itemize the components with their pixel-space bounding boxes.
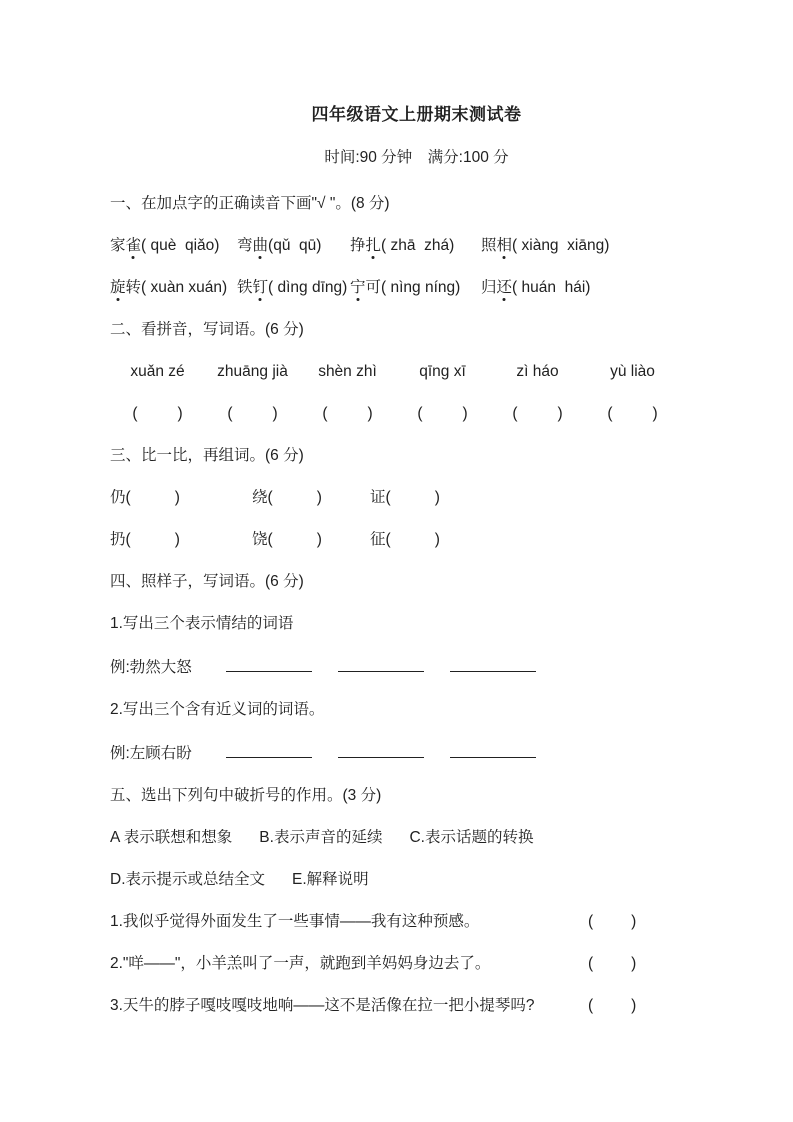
pinyin-options: ( zhā zhá) <box>381 237 455 254</box>
section1-heading: 一、在加点字的正确读音下画"√ "。(8 分) <box>110 195 390 212</box>
example-line <box>110 656 723 677</box>
answer-cell <box>300 404 395 423</box>
word-item <box>350 236 481 255</box>
close-paren: ) <box>316 531 322 548</box>
dotted-char: 还 <box>496 279 513 296</box>
open-paren: ( <box>588 913 594 930</box>
compare-char: 仍 <box>110 489 126 506</box>
section4-heading: 四、照样子，写词语。(6 分) <box>110 573 304 590</box>
open-paren: ( <box>132 405 138 422</box>
open-paren: ( <box>125 489 131 506</box>
example-label: 例:勃然大怒 <box>110 659 192 676</box>
pronunciation-row <box>110 236 723 255</box>
compare-char: 征 <box>370 531 386 548</box>
word-item <box>350 278 481 297</box>
compare-char: 扔 <box>110 531 126 548</box>
close-paren: ) <box>462 405 468 422</box>
options-line <box>110 828 723 847</box>
answer-cell <box>110 404 205 423</box>
compare-item <box>252 530 370 549</box>
answer-parens <box>268 489 322 506</box>
pinyin-options: ( huán hái) <box>512 279 591 296</box>
option-item: D.表示提示或总结全文 <box>110 871 266 888</box>
open-paren: ( <box>512 405 518 422</box>
section2-pinyin-row <box>110 362 680 381</box>
word-char: 弯 <box>237 237 253 254</box>
section1-word-rows <box>110 236 723 297</box>
pinyin-options: (qǔ qū) <box>268 237 322 254</box>
open-paren: ( <box>385 531 391 548</box>
dotted-char: 相 <box>496 237 513 254</box>
pinyin-options: ( xiàng xiāng) <box>512 237 610 254</box>
word-char: 铁 <box>237 279 253 296</box>
answer-parens <box>417 405 467 422</box>
section4-body <box>110 614 723 763</box>
pinyin-options: ( xuàn xuán) <box>141 279 228 296</box>
pinyin-word: zhuāng jià <box>217 363 288 380</box>
answer-blank <box>450 656 536 672</box>
open-paren: ( <box>417 405 423 422</box>
word-item <box>237 236 350 255</box>
close-paren: ) <box>557 405 563 422</box>
compare-item <box>110 488 252 507</box>
dotted-char: 钉 <box>252 279 269 296</box>
answer-parens <box>126 489 180 506</box>
pinyin-options: ( què qiǎo) <box>141 237 220 254</box>
answer-cell <box>490 404 585 423</box>
answer-parens <box>126 531 180 548</box>
section2-answer-row <box>110 404 680 423</box>
answer-parens <box>588 954 636 973</box>
close-paren: ) <box>174 489 180 506</box>
dotted-char: 宁 <box>350 279 366 296</box>
answer-parens <box>588 996 636 1015</box>
compare-item <box>370 530 723 549</box>
word-char: 可 <box>365 279 382 296</box>
open-paren: ( <box>607 405 613 422</box>
compare-char: 绕 <box>252 489 268 506</box>
compare-item <box>252 488 370 507</box>
section5-options <box>110 828 723 889</box>
sentence-line <box>110 954 723 973</box>
answer-parens <box>607 405 657 422</box>
open-paren: ( <box>267 489 273 506</box>
answer-parens <box>268 531 322 548</box>
word-char: 转 <box>125 279 142 296</box>
answer-parens <box>386 531 440 548</box>
sentence-line <box>110 996 723 1015</box>
dotted-char: 旋 <box>110 279 126 296</box>
dotted-char: 扎 <box>365 237 382 254</box>
answer-parens <box>512 405 562 422</box>
answer-blank <box>226 742 312 758</box>
answer-blank <box>338 656 424 672</box>
page-subtitle: 时间:90 分钟 满分:100 分 <box>324 149 509 166</box>
word-item <box>481 236 723 255</box>
compare-item <box>370 488 723 507</box>
close-paren: ) <box>434 531 440 548</box>
dotted-char: 雀 <box>125 237 142 254</box>
close-paren: ) <box>367 405 373 422</box>
answer-parens <box>322 405 372 422</box>
sentence-text: 3.天牛的脖子嘎吱嘎吱地响——这不是活像在拉一把小提琴吗? <box>110 997 535 1014</box>
option-item: E.解释说明 <box>292 871 369 888</box>
sentence-text: 2."咩——"，小羊羔叫了一声，就跑到羊妈妈身边去了。 <box>110 955 491 972</box>
close-paren: ) <box>174 531 180 548</box>
answer-blank <box>338 742 424 758</box>
prompt-line: 2.写出三个含有近义词的词语。 <box>110 701 325 718</box>
close-paren: ) <box>316 489 322 506</box>
answer-parens <box>386 489 440 506</box>
word-item <box>481 278 723 297</box>
answer-cell <box>205 404 300 423</box>
pinyin-options: ( nìng níng) <box>381 279 461 296</box>
word-item <box>110 236 237 255</box>
answer-blank <box>450 742 536 758</box>
option-item: A 表示联想和想象 <box>110 829 233 846</box>
close-paren: ) <box>272 405 278 422</box>
pinyin-word: yù liào <box>610 363 655 380</box>
sentence-line <box>110 912 723 931</box>
open-paren: ( <box>322 405 328 422</box>
option-item: C.表示话题的转换 <box>409 829 534 846</box>
example-line <box>110 742 723 763</box>
example-label: 例:左顾右盼 <box>110 745 192 762</box>
pinyin-word: shèn zhì <box>318 363 377 380</box>
pronunciation-row <box>110 278 723 297</box>
open-paren: ( <box>588 997 594 1014</box>
answer-cell <box>585 404 680 423</box>
answer-parens <box>227 405 277 422</box>
option-item: B.表示声音的延续 <box>259 829 383 846</box>
compare-char: 证 <box>370 489 386 506</box>
word-char: 照 <box>481 237 497 254</box>
section2-heading: 二、看拼音，写词语。(6 分) <box>110 321 304 338</box>
open-paren: ( <box>267 531 273 548</box>
answer-cell <box>395 404 490 423</box>
compare-item <box>110 530 252 549</box>
close-paren: ) <box>434 489 440 506</box>
compare-char: 饶 <box>252 531 268 548</box>
compare-row <box>110 530 723 549</box>
compare-row <box>110 488 723 507</box>
close-paren: ) <box>652 405 658 422</box>
word-item <box>237 278 350 297</box>
sentence-text: 1.我似乎觉得外面发生了一些事情——我有这种预感。 <box>110 913 480 930</box>
open-paren: ( <box>227 405 233 422</box>
prompt-line: 1.写出三个表示情结的词语 <box>110 615 294 632</box>
pinyin-options: ( dìng dīng) <box>268 279 348 296</box>
word-item <box>110 278 237 297</box>
open-paren: ( <box>125 531 131 548</box>
word-char: 归 <box>481 279 497 296</box>
pinyin-word: qīng xī <box>419 363 466 380</box>
close-paren: ) <box>631 955 637 972</box>
section3-compare-rows <box>110 488 723 549</box>
answer-blank <box>226 656 312 672</box>
pinyin-word: xuǎn zé <box>130 363 185 380</box>
page-title: 四年级语文上册期末测试卷 <box>311 105 522 124</box>
answer-parens <box>132 405 182 422</box>
answer-parens <box>588 912 636 931</box>
close-paren: ) <box>631 913 637 930</box>
open-paren: ( <box>385 489 391 506</box>
section3-heading: 三、比一比，再组词。(6 分) <box>110 447 304 464</box>
dotted-char: 曲 <box>252 237 269 254</box>
close-paren: ) <box>631 997 637 1014</box>
pinyin-word: zì háo <box>516 363 559 380</box>
word-char: 挣 <box>350 237 366 254</box>
open-paren: ( <box>588 955 594 972</box>
section5-heading: 五、选出下列句中破折号的作用。(3 分) <box>110 787 382 804</box>
section5-sentences <box>110 912 723 1015</box>
word-char: 家 <box>110 237 126 254</box>
close-paren: ) <box>177 405 183 422</box>
options-line <box>110 870 723 889</box>
